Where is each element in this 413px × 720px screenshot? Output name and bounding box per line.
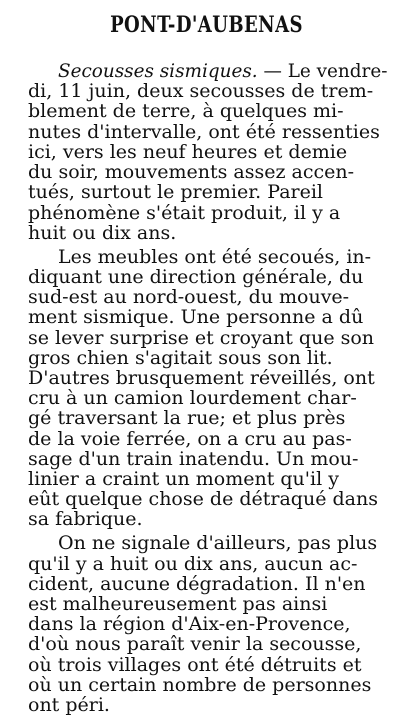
text-line: sage d'un train inatendu. Un mou- (28, 447, 359, 470)
text-line: eût quelque chose de détraqué dans (28, 488, 378, 511)
text-line: où trois villages ont été détruits et (28, 653, 362, 676)
text-line: d'où nous paraît venir la secousse, (28, 633, 362, 656)
text-line: nutes d'intervalle, ont été ressenties (28, 120, 380, 143)
text-line: Secousses sismiques. — Le vendre- (58, 60, 388, 82)
text-line: sa fabrique. (28, 508, 143, 531)
text-line: de la voie ferrée, on a cru au pas- (28, 427, 352, 450)
text-line: linier a craint un moment qu'il y (28, 468, 339, 490)
text-line: ment sismique. Une personne a dû (28, 306, 364, 329)
text-line: gros chien s'agitait sous son lit. (28, 346, 333, 369)
text-line: blement de terre, à quelques mi- (28, 100, 344, 123)
article-title: PONT-D'AUBENAS (110, 12, 303, 38)
text-line: Les meubles ont été secoués, in- (58, 245, 372, 268)
text-line: du soir, mouvements assez accen- (28, 161, 355, 184)
text-line: tués, surtout le premier. Pareil (28, 181, 324, 204)
text-line: qu'il y a huit ou dix ans, aucun ac- (28, 552, 358, 575)
text-line: gé traversant la rue; et plus près (28, 407, 346, 430)
text-line: ont péri. (28, 694, 110, 716)
text-line: est malheureusement pas ainsi (28, 592, 328, 615)
text-line: diquant une direction générale, du (28, 265, 364, 288)
text-line: cru à un camion lourdement char- (28, 387, 357, 410)
text-line: sud-est au nord-ouest, du mouve- (28, 286, 350, 308)
text-line: où un certain nombre de personnes (28, 673, 372, 696)
text-line: ici, vers les neuf heures et demie (28, 140, 348, 163)
text-line: On ne signale d'ailleurs, pas plus (58, 532, 378, 555)
text-line: D'autres brusquement réveillés, ont (28, 366, 375, 389)
text-line: huit ou dix ans. (28, 221, 177, 244)
text-line: phénomène s'était produit, il y a (28, 201, 341, 224)
text-line: cident, aucune dégradation. Il n'en (28, 572, 366, 595)
text-line: di, 11 juin, deux secousses de trem- (28, 80, 374, 103)
lead-phrase: Secousses sismiques. (58, 60, 258, 82)
text-line: dans la région d'Aix-en-Provence, (28, 613, 351, 636)
text-line: se lever surprise et croyant que son (28, 326, 375, 349)
